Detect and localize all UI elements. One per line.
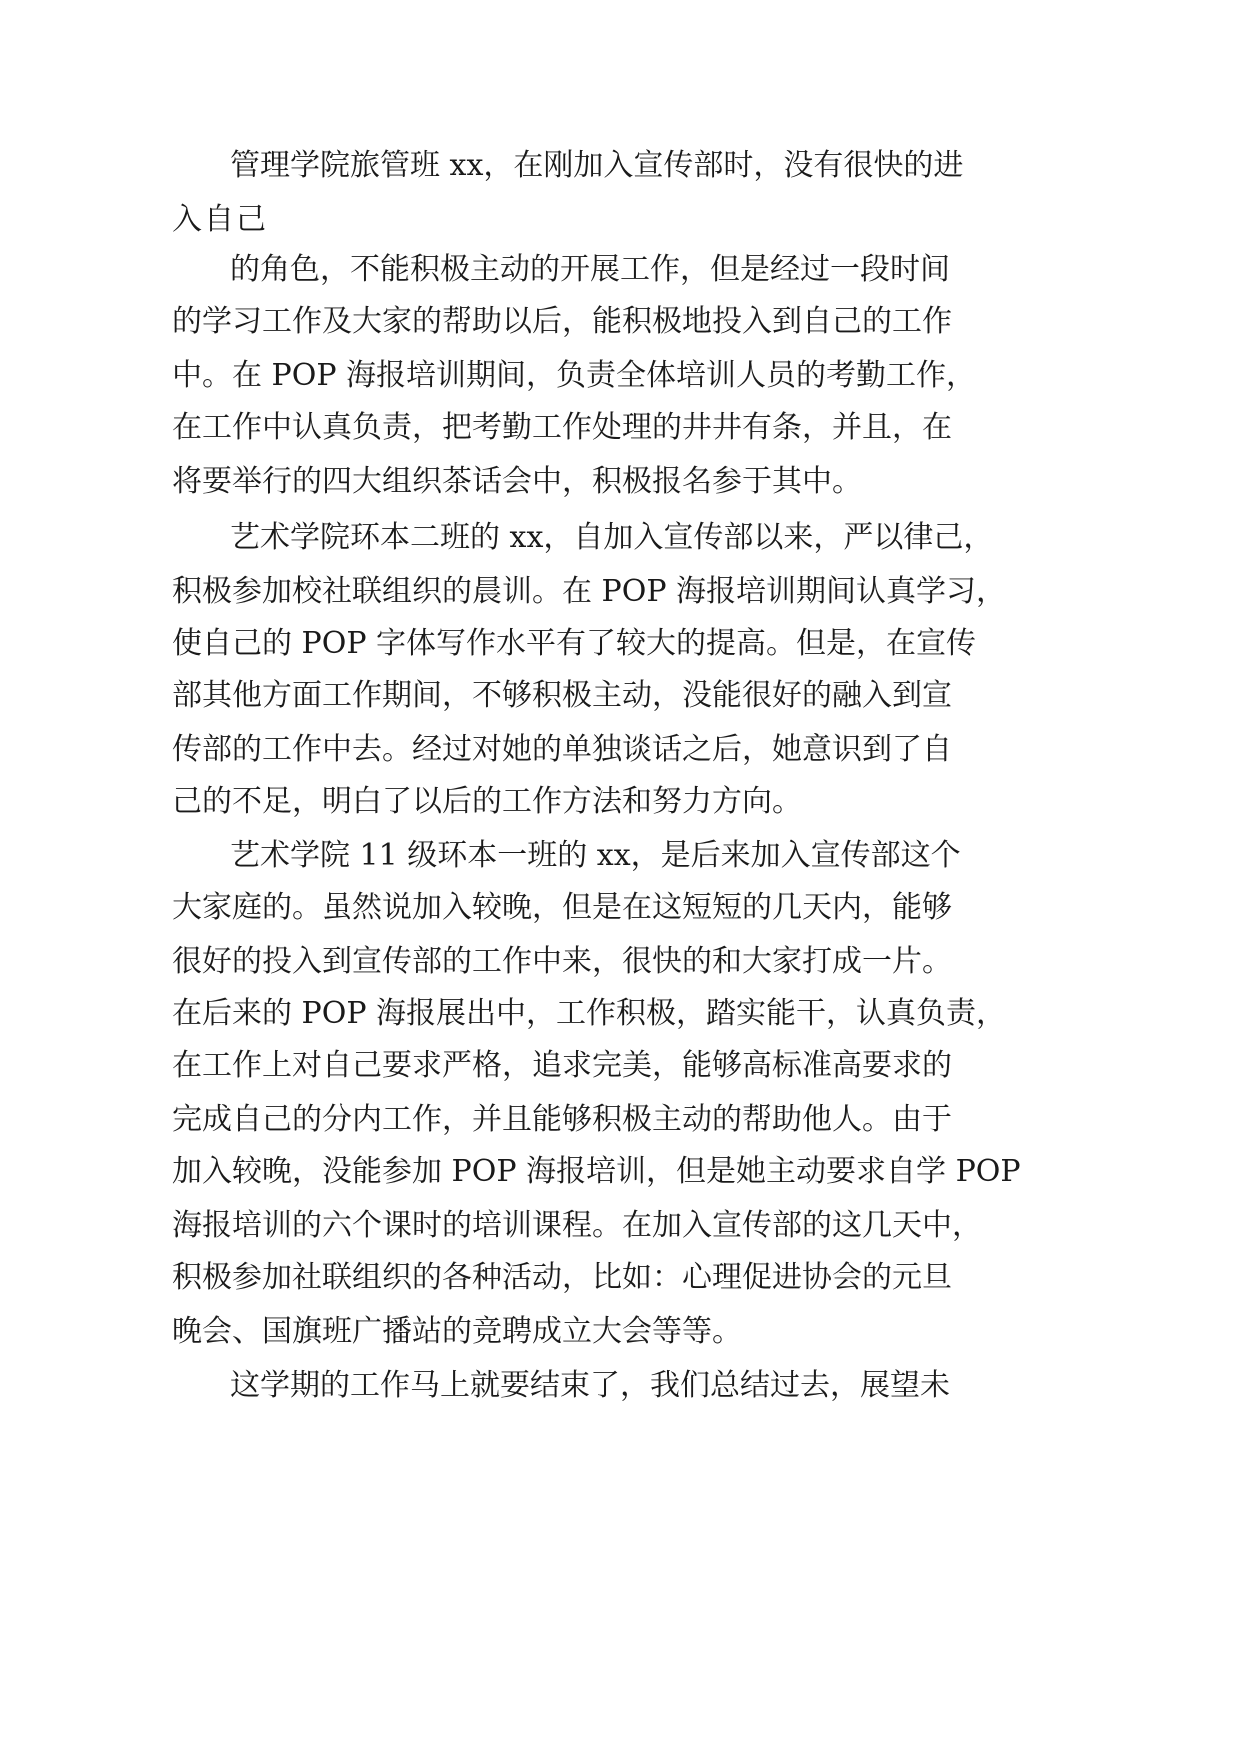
text-line: 在工作上对自己要求严格，追求完美，能够高标准高要求的: [172, 1048, 952, 1083]
text-line: 艺术学院环本二班的 xx，自加入宣传部以来，严以律己，: [230, 520, 994, 555]
text-line: 的角色，不能积极主动的开展工作，但是经过一段时间: [230, 252, 950, 287]
text-line: 艺术学院 11 级环本一班的 xx，是后来加入宣传部这个: [230, 838, 961, 873]
text-line: 的学习工作及大家的帮助以后，能积极地投入到自己的工作: [172, 304, 952, 339]
text-line: 在后来的 POP 海报展出中，工作积极，踏实能干，认真负责，: [172, 996, 1007, 1031]
text-line: 入自己: [172, 202, 268, 237]
text-line: 将要举行的四大组织茶话会中，积极报名参于其中。: [172, 464, 862, 499]
text-line: 这学期的工作马上就要结束了，我们总结过去，展望未: [230, 1368, 950, 1403]
text-line: 加入较晚，没能参加 POP 海报培训，但是她主动要求自学 POP: [172, 1154, 1021, 1189]
text-line: 使自己的 POP 字体写作水平有了较大的提高。但是，在宣传: [172, 626, 977, 661]
text-line: 完成自己的分内工作，并且能够积极主动的帮助他人。由于: [172, 1102, 952, 1137]
text-line: 大家庭的。虽然说加入较晚，但是在这短短的几天内，能够: [172, 890, 952, 925]
text-line: 晚会、国旗班广播站的竞聘成立大会等等。: [172, 1314, 742, 1349]
text-line: 积极参加校社联组织的晨训。在 POP 海报培训期间认真学习，: [172, 574, 1007, 609]
text-line: 己的不足，明白了以后的工作方法和努力方向。: [172, 784, 802, 819]
text-line: 部其他方面工作期间，不够积极主动，没能很好的融入到宣: [172, 678, 952, 713]
text-line: 管理学院旅管班 xx，在刚加入宣传部时，没有很快的进: [230, 148, 964, 183]
text-line: 海报培训的六个课时的培训课程。在加入宣传部的这几天中，: [172, 1208, 982, 1243]
text-line: 中。在 POP 海报培训期间，负责全体培训人员的考勤工作，: [172, 358, 977, 393]
text-line: 在工作中认真负责，把考勤工作处理的井井有条，并且，在: [172, 410, 952, 445]
text-line: 积极参加社联组织的各种活动，比如：心理促进协会的元旦: [172, 1260, 952, 1295]
text-line: 很好的投入到宣传部的工作中来，很快的和大家打成一片。: [172, 944, 952, 979]
text-line: 传部的工作中去。经过对她的单独谈话之后，她意识到了自: [172, 732, 952, 767]
